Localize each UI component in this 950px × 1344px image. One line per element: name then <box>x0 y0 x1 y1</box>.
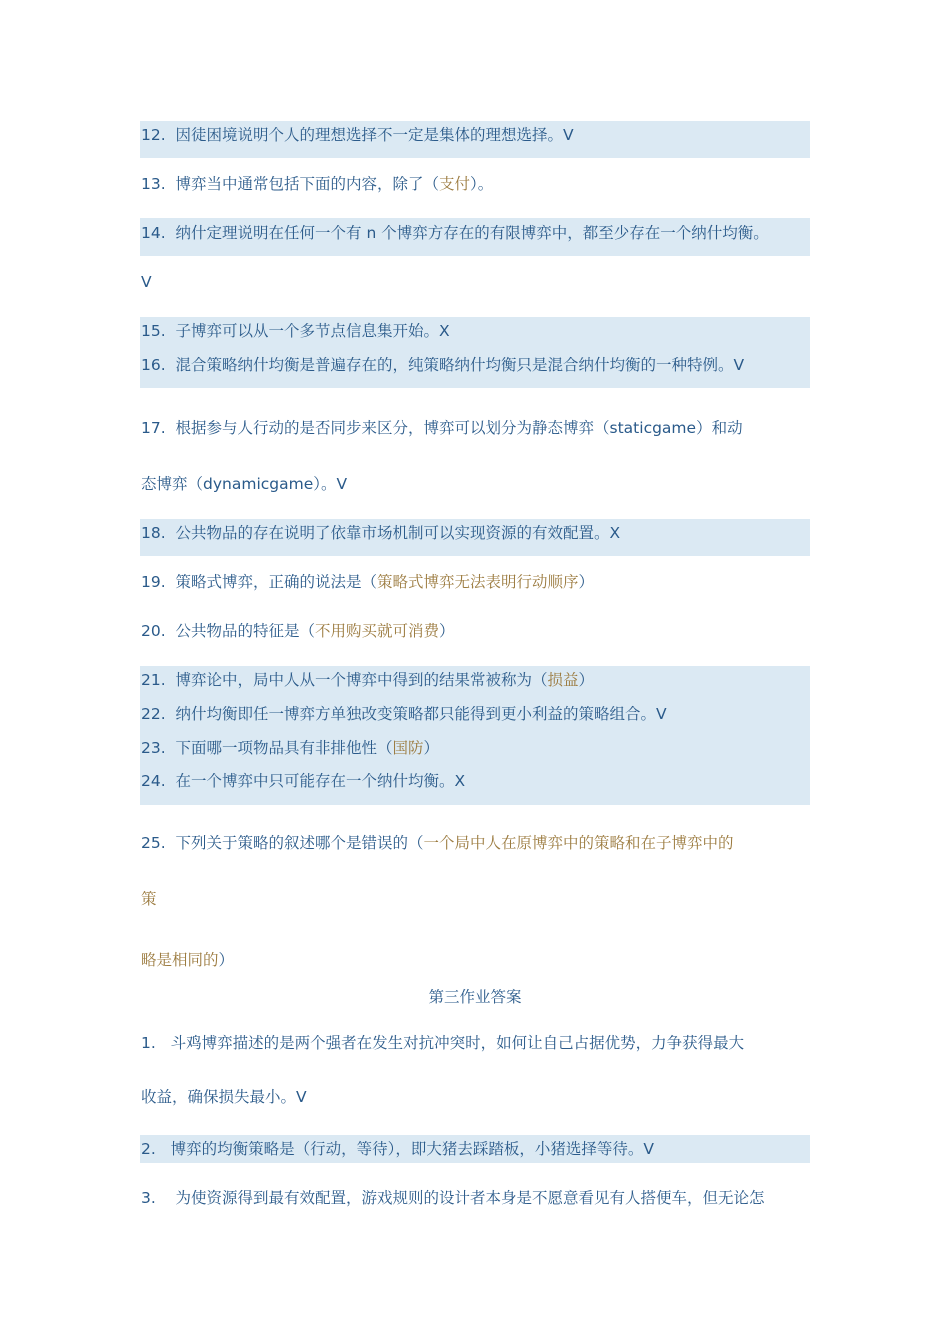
item-number: 12. <box>141 126 166 144</box>
answer-text: 策 <box>141 890 157 908</box>
section3-item-2 <box>141 1139 821 1159</box>
section3-item-1 <box>141 1033 821 1053</box>
question-text: 纳什均衡即任一博弈方单独改变策略都只能得到更小利益的策略组合。 <box>175 705 657 723</box>
question-18 <box>141 523 821 543</box>
answer-mark: X <box>454 772 466 790</box>
item-number: 23. <box>141 739 166 757</box>
answer-mark: X <box>609 524 621 542</box>
item-text: 博弈的均衡策略是（行动，等待），即大猪去踩踏板，小猪选择等待。 <box>170 1140 644 1158</box>
item-number: 18. <box>141 524 166 542</box>
answer-text: 损益 <box>547 671 579 689</box>
question-20 <box>141 621 821 641</box>
answer-text: 一个局中人在原博弈中的策略和在子博弈中的 <box>423 834 734 852</box>
question-12 <box>141 125 821 145</box>
item-text: 为使资源得到最有效配置，游戏规则的设计者本身是不愿意看见有人搭便车，但无论怎 <box>175 1189 765 1207</box>
question-25 <box>141 833 821 853</box>
variable-n: n <box>366 224 377 242</box>
item-number: 21. <box>141 671 166 689</box>
question-text: 态博弈（ <box>141 475 204 493</box>
question-22 <box>141 704 821 724</box>
answer-mark: V <box>733 356 745 374</box>
answer-mark: V <box>563 126 574 144</box>
item-number: 19. <box>141 573 166 591</box>
question-19 <box>141 572 821 592</box>
item-number: 14. <box>141 224 166 242</box>
answer-text: 略是相同的 <box>141 951 219 969</box>
question-13 <box>141 174 821 194</box>
question-tail: ） <box>578 573 595 591</box>
question-text: 因徒困境说明个人的理想选择不一定是集体的理想选择。 <box>175 126 564 144</box>
question-text: ）。 <box>313 475 337 493</box>
question-text: ）和动 <box>696 419 743 437</box>
item-text: 收益，确保损失最小。 <box>141 1088 297 1106</box>
item-number: 17. <box>141 419 166 437</box>
question-tail: ）。 <box>470 175 494 193</box>
answer-text: 支付 <box>439 175 471 193</box>
question-25-continued <box>141 889 821 909</box>
answer-mark: X <box>439 322 450 340</box>
question-14 <box>141 223 821 243</box>
item-number: 16. <box>141 356 166 374</box>
question-text: 混合策略纳什均衡是普遍存在的，纯策略纳什均衡只是混合纳什均衡的一种特例。 <box>175 356 734 374</box>
answer-mark: V <box>656 705 667 723</box>
section3-item-3 <box>141 1188 796 1208</box>
question-text: 下面哪一项物品具有非排他性（ <box>175 739 393 757</box>
answer-mark: V <box>141 273 152 291</box>
answer-mark: V <box>643 1140 654 1158</box>
answer-mark: V <box>336 475 348 493</box>
question-tail: ） <box>218 951 235 969</box>
item-number: 15. <box>141 322 166 340</box>
question-text: 公共物品的存在说明了依靠市场机制可以实现资源的有效配置。 <box>175 524 610 542</box>
question-text: 根据参与人行动的是否同步来区分，博弈可以划分为静态博弈（ <box>175 419 610 437</box>
section-title: 第三作业答案 <box>428 988 522 1006</box>
question-16 <box>141 355 821 375</box>
item-number: 25. <box>141 834 166 852</box>
question-25-continued-2 <box>141 950 821 970</box>
question-text: 子博弈可以从一个多节点信息集开始。 <box>175 322 440 340</box>
question-17-continued <box>141 474 821 494</box>
question-21 <box>141 670 821 690</box>
question-text: 下列关于策略的叙述哪个是错误的（ <box>175 834 424 852</box>
question-14-mark-line <box>141 272 821 292</box>
question-text: 博弈论中，局中人从一个博弈中得到的结果常被称为（ <box>175 671 548 689</box>
answer-mark: V <box>296 1088 307 1106</box>
question-text: 策略式博弈，正确的说法是（ <box>175 573 378 591</box>
term-english: dynamicgame <box>203 475 314 493</box>
section3-item-1-continued <box>141 1087 821 1107</box>
answer-text: 策略式博弈无法表明行动顺序 <box>377 573 579 591</box>
question-text: 纳什定理说明在任何一个有 <box>175 224 362 242</box>
answer-text: 不用购买就可消费 <box>315 622 440 640</box>
item-number: 3. <box>141 1189 156 1207</box>
item-number: 13. <box>141 175 166 193</box>
term-english: staticgame <box>609 419 697 437</box>
question-24 <box>141 771 821 791</box>
answer-text: 国防 <box>392 739 424 757</box>
question-text: 博弈当中通常包括下面的内容，除了（ <box>175 175 440 193</box>
item-number: 22. <box>141 705 166 723</box>
item-number: 20. <box>141 622 166 640</box>
question-15 <box>141 321 821 341</box>
question-text: 个博弈方存在的有限博弈中，都至少存在一个纳什均衡。 <box>381 224 769 242</box>
item-number: 24. <box>141 772 166 790</box>
question-tail: ） <box>439 622 455 640</box>
item-number: 2. <box>141 1140 156 1158</box>
item-number: 1. <box>141 1034 156 1052</box>
item-text: 斗鸡博弈描述的是两个强者在发生对抗冲突时，如何让自己占据优势，力争获得最大 <box>170 1034 745 1052</box>
question-text: 在一个博弈中只可能存在一个纳什均衡。 <box>175 772 455 790</box>
question-tail: ） <box>423 739 440 757</box>
question-23 <box>141 738 821 758</box>
question-17 <box>141 418 821 438</box>
question-tail: ） <box>578 671 595 689</box>
question-text: 公共物品的特征是（ <box>175 622 316 640</box>
